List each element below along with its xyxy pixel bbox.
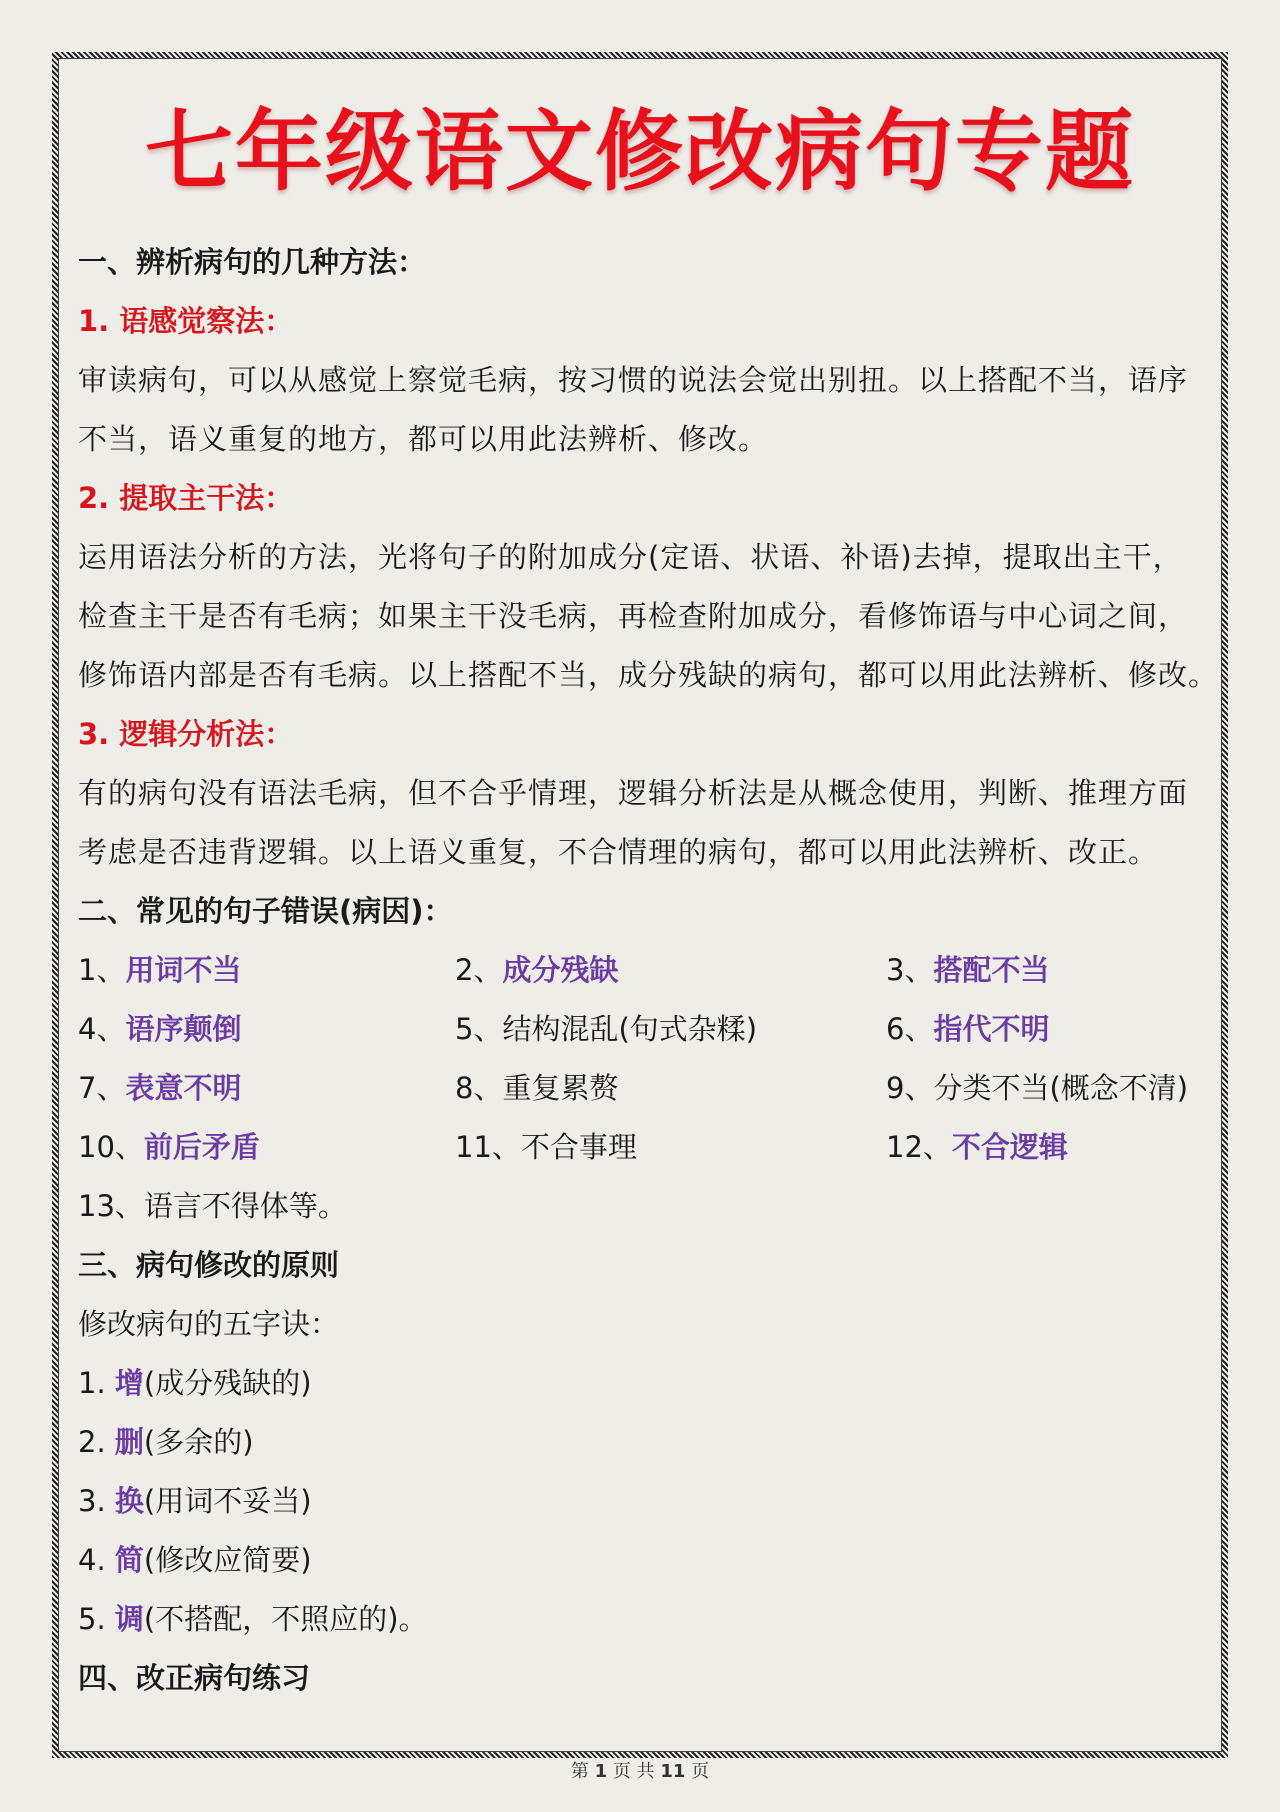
principle-item: 5. 调(不搭配，不照应的)。 bbox=[78, 1602, 428, 1636]
error-item: 8、重复累赘 bbox=[455, 1071, 619, 1105]
section-heading-methods: 一、辨析病句的几种方法： bbox=[78, 245, 427, 279]
method-title-3: 3. 逻辑分析法： bbox=[78, 717, 294, 751]
section-heading-principles: 三、病句修改的原则 bbox=[78, 1248, 340, 1282]
paragraph-line: 检查主干是否有毛病；如果主干没毛病，再检查附加成分，看修饰语与中心词之间， bbox=[78, 599, 1189, 633]
error-item: 2、成分残缺 bbox=[455, 953, 619, 987]
principle-item: 3. 换(用词不妥当) bbox=[78, 1484, 312, 1518]
error-item: 7、表意不明 bbox=[78, 1071, 242, 1105]
paragraph-line: 不当，语义重复的地方，都可以用此法辨析、修改。 bbox=[78, 422, 769, 456]
error-item: 12、不合逻辑 bbox=[886, 1130, 1068, 1164]
error-item: 10、前后矛盾 bbox=[78, 1130, 260, 1164]
error-item-13: 13、语言不得体等。 bbox=[78, 1189, 347, 1223]
error-item: 4、语序颠倒 bbox=[78, 1012, 242, 1046]
paragraph-line: 运用语法分析的方法，光将句子的附加成分(定语、状语、补语)去掉，提取出主干， bbox=[78, 540, 1183, 574]
error-item: 3、搭配不当 bbox=[886, 953, 1050, 987]
error-item: 6、指代不明 bbox=[886, 1012, 1050, 1046]
paragraph-line: 考虑是否违背逻辑。以上语义重复，不合情理的病句，都可以用此法辨析、改正。 bbox=[78, 835, 1159, 869]
page-footer: 第 1 页 共 11 页 bbox=[570, 1761, 710, 1782]
document-body bbox=[78, 238, 1226, 1713]
error-item: 9、分类不当(概念不清) bbox=[886, 1071, 1189, 1105]
error-item: 11、不合事理 bbox=[455, 1130, 637, 1164]
page-title: 七年级语文修改病句专题 bbox=[144, 99, 1135, 203]
principle-item: 1. 增(成分残缺的) bbox=[78, 1366, 312, 1400]
error-row bbox=[78, 1123, 1226, 1182]
error-row bbox=[78, 946, 1226, 1005]
error-item: 1、用词不当 bbox=[78, 953, 242, 987]
error-row bbox=[78, 1005, 1226, 1064]
page-number: 1 bbox=[594, 1761, 608, 1782]
error-item: 5、结构混乱(句式杂糅) bbox=[455, 1012, 758, 1046]
paragraph-line: 有的病句没有语法毛病，但不合乎情理，逻辑分析法是从概念使用，判断、推理方面 bbox=[78, 776, 1189, 810]
error-row bbox=[78, 1064, 1226, 1123]
section-heading-practice: 四、改正病句练习 bbox=[78, 1661, 311, 1695]
principles-intro: 修改病句的五字诀： bbox=[78, 1307, 340, 1341]
page-total: 11 bbox=[660, 1761, 686, 1782]
principle-item: 2. 删(多余的) bbox=[78, 1425, 254, 1459]
principle-item: 4. 简(修改应简要) bbox=[78, 1543, 312, 1577]
section-heading-errors: 二、常见的句子错误(病因)： bbox=[78, 894, 453, 928]
method-title-2: 2. 提取主干法： bbox=[78, 481, 294, 515]
paragraph-line: 修饰语内部是否有毛病。以上搭配不当，成分残缺的病句，都可以用此法辨析、修改。 bbox=[78, 658, 1219, 692]
method-title-1: 1. 语感觉察法： bbox=[78, 304, 294, 338]
paragraph-line: 审读病句，可以从感觉上察觉毛病，按习惯的说法会觉出别扭。以上搭配不当，语序 bbox=[78, 363, 1189, 397]
